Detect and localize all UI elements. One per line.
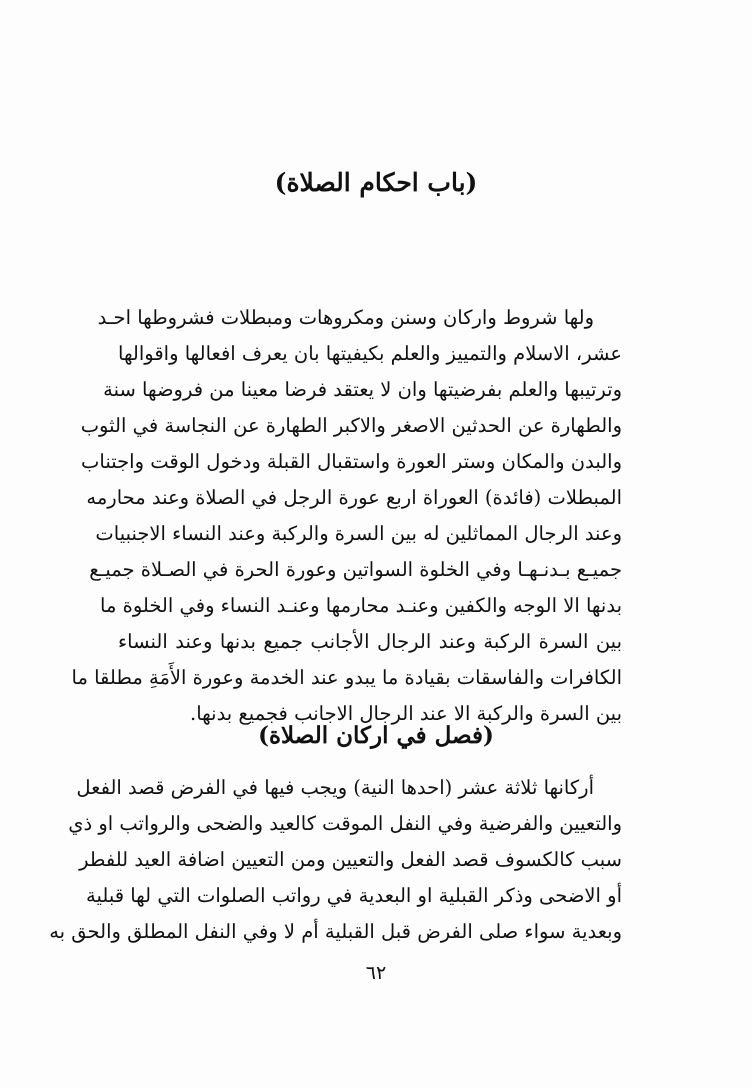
text-line: والبدن والمكان وستر العورة واستقبال القبلة ودخول الوقت واجتناب xyxy=(81,450,622,473)
text-line: ولها شروط واركان وسنن ومكروهات ومبطلات فشروطها احـد xyxy=(97,306,594,329)
text-line: والطهارة عن الحدثين الاصغر والاكبر الطهارة عن النجاسة في الثوب xyxy=(80,414,622,437)
text-line: عشر، الاسلام والتمييز والعلم بكيفيتها بان يعرف افعالها واقوالها xyxy=(118,342,622,365)
section-title: (فصل في اركان الصلاة) xyxy=(258,722,494,749)
text-line: والتعيين والفرضية وفي النفل الموقت كالعيد والضحى والرواتب او ذي xyxy=(68,812,622,835)
page-number: ٦٢ xyxy=(365,962,387,984)
text-line: وبعدية سواء صلى الفرض قبل القبلية أم لا وفي النفل المطلق والحق به xyxy=(49,920,622,943)
text-line: وترتيبها والعلم بفرضيتها وان لا يعتقد فرضا معينا من فروضها سنة xyxy=(103,378,622,401)
text-line: الكافرات والفاسقات بقيادة ما يبدو عند الخدمة وعورة الأَمَةِ مطلقا ما xyxy=(71,666,622,689)
text-line: جميـع بـدنـهـا وفي الخلوة السواتين وعورة الحرة في الصـلاة جميـع xyxy=(89,558,622,581)
text-line: بين السرة الركبة وعند الرجال الأجانب جميع بدنها وعند النساء xyxy=(118,630,622,653)
text-line: المبطلات (فائدة) العوراة اربع عورة الرجل في الصلاة وعند محارمه xyxy=(86,486,622,509)
chapter-title: (باب احكام الصلاة) xyxy=(274,168,478,197)
text-line: سبب كالكسوف قصد الفعل والتعيين ومن التعيين اضافة العيد للفطر xyxy=(79,848,622,871)
paragraph-pillars xyxy=(49,770,622,950)
text-line: بدنها الا الوجه والكفين وعنـد محارمها وعنـد النساء وفي الخلوة ما xyxy=(100,594,622,617)
text-line: بين السرة والركبة الا عند الرجال الاجانب فجميع بدنها. xyxy=(190,702,622,725)
text-line: وعند الرجال المماثلين له بين السرة والركبة وعند النساء الاجنبيات xyxy=(95,522,622,545)
paragraph-conditions xyxy=(71,300,622,732)
text-line: أركانها ثلاثة عشر (احدها النية) ويجب فيها في الفرض قصد الفعل xyxy=(76,776,594,799)
text-line: أو الاضحى وذكر القبلية او البعدية في رواتب الصلوات التي لها قبلية xyxy=(86,884,622,907)
